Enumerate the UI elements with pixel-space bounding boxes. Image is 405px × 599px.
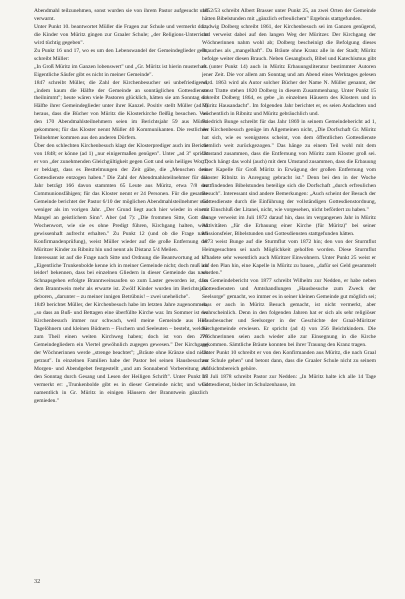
paragraph: Bunge verweist im Juli 1872 darauf hin, dass im vergangenen Jahr in Müritz Aktivitäten „für die Erbauung einer Kirche (für Müritz)" bei seiner Missionsfeier, Bibelstunden und Gottesdiensten stattgefunden hätten. bbox=[202, 214, 376, 237]
left-text-column bbox=[34, 8, 208, 568]
paragraph: Zu Punkt 16 und 17, wo es um den Lebenswandel der Gemeindeglieder geht, schreibt Müller: bbox=[34, 47, 208, 62]
paragraph: 1849 berichtet Müller, der Kirchenbesuch habe im letzten Jahre zugenommen, „so dass an Buß- und Bettagen eine überfüllte Kirche war. Im Sommer ist der Kirchenbesuch immer nur schwach, weil meine Gemeinde aus Hof-Tagelöhnern und kleinen Büdnern – Fischern und Seeleuten – besteht, welche zum Theil einen weiten Kirchweg haben; doch ist von den 279 Gemeindegliedern ein Viertel gewöhnlich zugegen gewesen." Der Kirchgang der Wöchnerinnen werde „strenge beachtet"; „Bräute ohne Kränze sind nicht getraut". In einzelnen Familien habe der Pastor bei seinen Hausbesuchen Morgen- und Abendgebet festgestellt „und am Sonnabend Vorbereitung auf den Sonntag durch Gesang und Lesen der Heiligen Schrift". Unter Punkt 17 vermerkt er: „Trunkenbolde gibt es in dieser Gemeinde nicht; und wird namentlich in Gr. Müritz in einigen Häusern der Branntwein gänzlich gemieden." bbox=[34, 302, 208, 404]
paragraph: Abendmahl teilzunehmen, sonst wurden sie von ihrem Pastor aufgesucht und verwarnt. bbox=[34, 8, 208, 22]
page-number: 32 bbox=[34, 578, 41, 585]
paragraph: 1873 weist Bunge auf die Sturmflut vom 1872 hin; den von der Sturmflut Heimgesuchten sei nach Möglichkeit geholfen worden. Diese Sturmflut schadete sehr wesentlich auch Müritzer Einwohnern. Unter Punkt 25 weist er auf den Plan hin, eine Kapelle in Müritz zu bauen, „dafür sei Geld gesammelt worden." bbox=[202, 238, 376, 277]
right-text-column bbox=[202, 8, 376, 568]
paragraph: Ludwig Dolberg schreibt 1861, der Kirchenbesuch sei im Ganzen genügend, und verweist dabei auf den langen Weg der Müritzer. Der Kirchgang der Wöchnerinnen nahm wohl ab; Dolberg bescheinigt die Befolgung dieses Brauches als „mangelhaft". Da Bräute ohne Kranz alle in der Stadt; Müritz befolge weiter diesen Brauch. Neben Gesangbuch, Bibel und Katechismus gibt es (unter Punkt 14) auch in Müritz Erbauungsliteratur bestimmter Autoren jener Zeit. Die vor allem am Sonntag und am Abend eines Werktages gelesen wird. 1863 wird als Autor solcher Bücher der Name N. Müller genannt, der sonst Tratte stehen 1820 Dolberg in diesem Zusammenhang. Unter Punkt 15 schreibt Dolberg 1864, es gebe „in einzelnen Häusern des Klosters und in Müritz Hausandacht". Im folgenden Jahr berichtet er, es seien Andachten und wöchentlich in Ribnitz und Müritz gebräuchlich und. bbox=[202, 23, 376, 118]
paragraph: Unter Punkt 10. beantwortet Müller die Fragen zur Schule und vermerkt dort, die Kinder von Müritz gingen zur Graaler Schule; „der Religions-Unterricht wird tüchtig gegeben". bbox=[34, 23, 208, 46]
paragraph: Unter Punkt 10 schreibt er von den Konfirmanden aus Müritz, die nach Graal zur Schule gehen" und betont dann, dass die Graaler Schule nicht zu seinem Aufsichtsbereich gehöre. bbox=[202, 349, 376, 372]
paragraph: Im Gemeindebericht von 1877 schreibt Wilhelm zur Nedden, er habe neben Gottesdiensten und Amtshandlungen „Hausbesuche zum Zweck der Seelsorge" gemacht, wo immer es in seiner kleinen Gemeinde gut möglich sei; dass er auch in Müritz Besuch gemacht, ist nicht vermerkt, aber wahrscheinlich. Denn in den folgenden Jahren hat er sich als sehr religiöser Hausbesucher und Seelsorger in der Geschichte der Graal-Müritzer Kirchgemeinde erwiesen. Er spricht (ad 4) von 256 Beichtkindern. Die Wöchnerinnen seien auch wieder alle zur Einsegnung in die Kirche gekommen. Sämtliche Bräute konnten bei ihrer Trauung den Kranz tragen. bbox=[202, 278, 376, 349]
paragraph: Friedrich Bunge schreibt für das Jahr 1869 in seinem Gemeindebericht ad 1, der Kirchenbesuch genüge im Allgemeinen nicht, „Die Dorfschaft Gr. Müritz hat sich, wie es wenigstens scheint, von dem öffentlichen Gottesdienste ziemlich weit zurückgezogen." Das hänge zu einem Teil wohl mit dem Umstand zusammen, dass die Entfernung von Müritz zum Kloster groß sei. „Doch hängt das wohl (auch) mit dem Umstand zusammen, dass die Erbauung einer Kapelle für Groß Müritz in Erwägung der großen Entfernung vom Kloster Ribnitz in Anregung gebracht ist." Denn bei den in der Woche stattfindenden Bibelstunden beteilige sich die Dorfschaft „durch erfreulichen Besuch". Interessant sind andere Bemerkungen: „Auch scheint der Besuch der Gottesdienste durch die Einführung der vollständigen Gottesdienstordnung, mit Einschluß der Litanei, nicht, wie vorgesehen, nicht befördert zu haben." bbox=[202, 119, 376, 213]
paragraph: „In Groß Müritz im Ganzen lobenswert" und „Gr. Müritz ist hierin musterhaft. Eigentliche Säufer gibt es nicht in meiner Gemeinde". bbox=[34, 63, 208, 78]
paragraph: Über den schlechten Kirchenbesuch klagt der Klosterprediger auch im Bericht von 1848; er könne (ad 1) „nur einigermaßen genügen". Unter „ad 3" spricht er von „der zunehmenden Gleichgültigkeit gegen Gott und sein heiliges Wort", er beklagt, dass es Besttelmungen der Zeit gäbe, die „Menschen dem Gottesdienste entzogen haben." Die Zahl der Abendmahlsteilnehmer für das Jahr beträgt 166 davon stammten 65 Leute aus Müritz, etwa 7/8 der Communionsfähigen; für das Kloster nennt er 24 Personen. Für die gesamte Gemeinde berichtet der Pastor 6/10 der möglichen Abendmahlsteilnehmer und weniger als im vorigen Jahr. „Der Grund liegt auch hier wieder in einem Mangel an geistlichem Sinn". Aber (ad 7): „Die frommen Sitte, Gott das Wochenwort, wie sie es ohne Predigt führen, Kirchgang halten, wird gewissenhaft aufrecht erhalten." Zu Punkt 12 (und ob die Frage nach Konfirmandenprüfung), weist Müller wieder auf die große Entfernung der Müritzer Kinder zu Ribnitz hin und nennt als Distanz 5/4 Meilen. bbox=[34, 143, 208, 253]
paragraph: 1847 schreibt Müller, die Zahl der Kirchenbesucher sei unbefriedigend, „indem kaum die Hälfte der Gemeinde an sonntäglichen Gottesdienste theilnimmt"; heute wären viele Pastoren glücklich, hätten sie am Sonntag die Hälfte ihrer Gemeindeglieder unter ihrer Kanzel. Positiv stellt Müller (ad 3) heraus, dass die Bücher von Müritz die Klosterkirche fleißig besuchen. Von den 170 Abendmahlsteilnehmern seien im Berichtsjahr 59 aus Müritz gekommen; für das Kloster nennt Müller 40 Kommunikanten. Die restlichen Teilnehmer kommen aus den anderen Dörfern. bbox=[34, 79, 208, 142]
paragraph: Im Juli 1878 schreibt Pastor zur Nedden: „In Müritz halte ich alle 14 Tage Gottesdienst, bisher im Schulzenhause, im bbox=[202, 373, 376, 388]
paragraph: Interessant ist auf die Frage nach Sitte und Ordnung die Beantwortung ad 17: „Eigentliche Trunkenbolde kenne ich in meiner Gemeinde nicht; doch muß ich leider! bekennen, dass bei einzelnen Gliedern in dieser Gemeinde das nach Schnapsgehen erfolgte Branntweinsaufen so zum Laster geworden ist, dass dem Branntwein mehr als erwarte ist. Zwölf Kinder wurden im Berichtsjahr geboren, „darunter – zu meiner innigen Betrübnis! – zwei uneheliche". bbox=[34, 254, 208, 301]
paragraph: 1852/53 schreibt Albert Brasser unter Punkt 25, an zwei Orten der Gemeinde hätten Bibelstunden mit „gänzlich erfreulichem" Ergebnis stattgefunden. bbox=[202, 8, 376, 22]
